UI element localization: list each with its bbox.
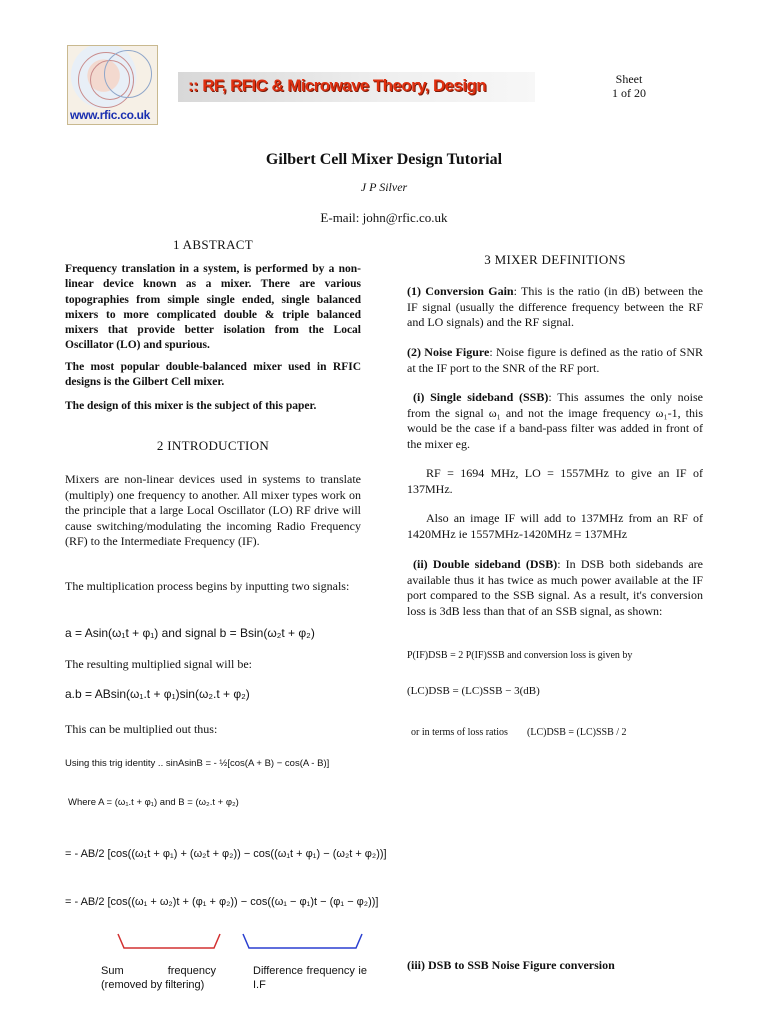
eq-power: P(IF)DSB = 2 P(IF)SSB and conversion loss is given by xyxy=(407,650,633,661)
abstract-p2: The most popular double-balanced mixer used in RFIC designs is the Gilbert Cell mixer. xyxy=(65,361,361,389)
page-title: Gilbert Cell Mixer Design Tutorial xyxy=(265,151,503,168)
diff-bracket xyxy=(243,934,362,948)
diff-caption: Difference frequency ie I.F xyxy=(253,965,367,991)
eq-expand-2: = - AB/2 [cos((ω₁ + ω₂)t + (φ₁ + φ₂)) − cos((ω₁ − φ₁)t − (φ₁ − φ₂))] xyxy=(65,896,379,908)
sheet-number: 1 of 20 xyxy=(612,86,646,100)
eq-expand-1: = - AB/2 [cos((ω₁t + φ₁) + (ω₂t + φ₂)) − cos((ω₁t + φ₁) − (ω₂t + φ₂))] xyxy=(65,848,387,860)
abstract-heading: 1 ABSTRACT xyxy=(173,237,253,252)
site-banner xyxy=(178,72,535,102)
eq-trig-identity: Using this trig identity .. sinAsinB = - ½[cos(A + B) − cos(A - B)] xyxy=(65,758,330,769)
sheet-counter xyxy=(596,72,662,100)
intro-heading: 2 INTRODUCTION xyxy=(156,438,270,453)
rfic-logo xyxy=(67,45,158,125)
intro-p4: This can be multiplied out thus: xyxy=(65,722,218,736)
banner-title: :: RF, RFIC & Microwave Theory, Design xyxy=(188,76,487,95)
noise-figure-text: : Noise figure is defined as the ratio of SNR at the IF port to the SNR of the RF port. xyxy=(407,345,703,375)
conversion-gain-label: (1) Conversion Gain xyxy=(407,284,514,298)
ssb-para xyxy=(407,390,703,452)
intro-p2: The multiplication process begins by inputting two signals: xyxy=(65,579,350,593)
email: E-mail: john@rfic.co.uk xyxy=(320,210,448,225)
eq-ratio-label: or in terms of loss ratios xyxy=(411,727,508,738)
logo-url: www.rfic.co.uk xyxy=(70,108,151,122)
eq-signals: a = Asin(ω₁t + φ₁) and signal b = Bsin(ω₂t + φ₂) xyxy=(65,626,315,640)
noise-figure-para xyxy=(407,345,703,376)
dsb-ssb-conversion-heading: (iii) DSB to SSB Noise Figure conversion xyxy=(407,958,615,972)
dsb-para xyxy=(407,557,703,619)
author: J P Silver xyxy=(360,180,408,194)
example-1: RF = 1694 MHz, LO = 1557MHz to give an IF of 137MHz. xyxy=(407,466,703,496)
abstract-p1: Frequency translation in a system, is performed by a non-linear device known as a mixer. There are various topographies from simple single ended, single balanced mixers to more complicated double & triple balanced mixers that provide better isolation from the Local Oscillator (LO) and spurious. xyxy=(65,263,361,352)
eq-lc: (LC)DSB = (LC)SSB − 3(dB) xyxy=(407,685,540,697)
conversion-gain-text: : This is the ratio (in dB) between the IF signal (usually the difference frequency between the RF and LO signals) and the RF signal. xyxy=(407,284,703,329)
ssb-label: (i) Single sideband (SSB) xyxy=(413,390,549,404)
eq-where: Where A = (ω₁.t + φ₁) and B = (ω₂.t + φ₂) xyxy=(68,797,239,808)
dsb-label: (ii) Double sideband (DSB) xyxy=(413,557,558,571)
intro-p3: The resulting multiplied signal will be: xyxy=(65,657,252,671)
example-2: Also an image IF will add to 137MHz from an RF of 1420MHz ie 1557MHz-1420MHz = 137MHz xyxy=(407,511,703,541)
intro-p1: Mixers are non-linear devices used in systems to translate (multiply) one frequency to another. All mixer types work on the principle that a large Local Oscillator (LO) RF drive will cause switching/modulating the incoming Radio Frequency (RF) to the Intermediate Frequency (IF). xyxy=(65,472,361,548)
sheet-label: Sheet xyxy=(615,72,643,86)
abstract-p3: The design of this mixer is the subject of this paper. xyxy=(65,400,317,412)
conversion-gain-para xyxy=(407,284,703,331)
ssb-text: : This assumes the only noise from the signal ω₁ and not the image frequency ω₁-1, this would be the case if a band-pass filter was added in front of the mixer eg. xyxy=(407,390,703,451)
eq-ratio: (LC)DSB = (LC)SSB / 2 xyxy=(527,727,627,738)
noise-figure-label: (2) Noise Figure xyxy=(407,345,490,359)
sum-bracket xyxy=(118,934,220,948)
sum-caption: Sum frequency (removed by filtering) xyxy=(101,965,216,991)
frequency-brackets xyxy=(110,930,380,954)
definitions-heading: 3 MIXER DEFINITIONS xyxy=(484,252,626,267)
dsb-text: : In DSB both sidebands are available thus it has twice as much power available at the IF port compared to the SSB signal. As a result, it's conversion loss is 3dB less than that of an SSB signal, as shown: xyxy=(407,557,703,618)
eq-product: a.b = ABsin(ω₁.t + φ₁)sin(ω₂.t + φ₂) xyxy=(65,687,250,701)
